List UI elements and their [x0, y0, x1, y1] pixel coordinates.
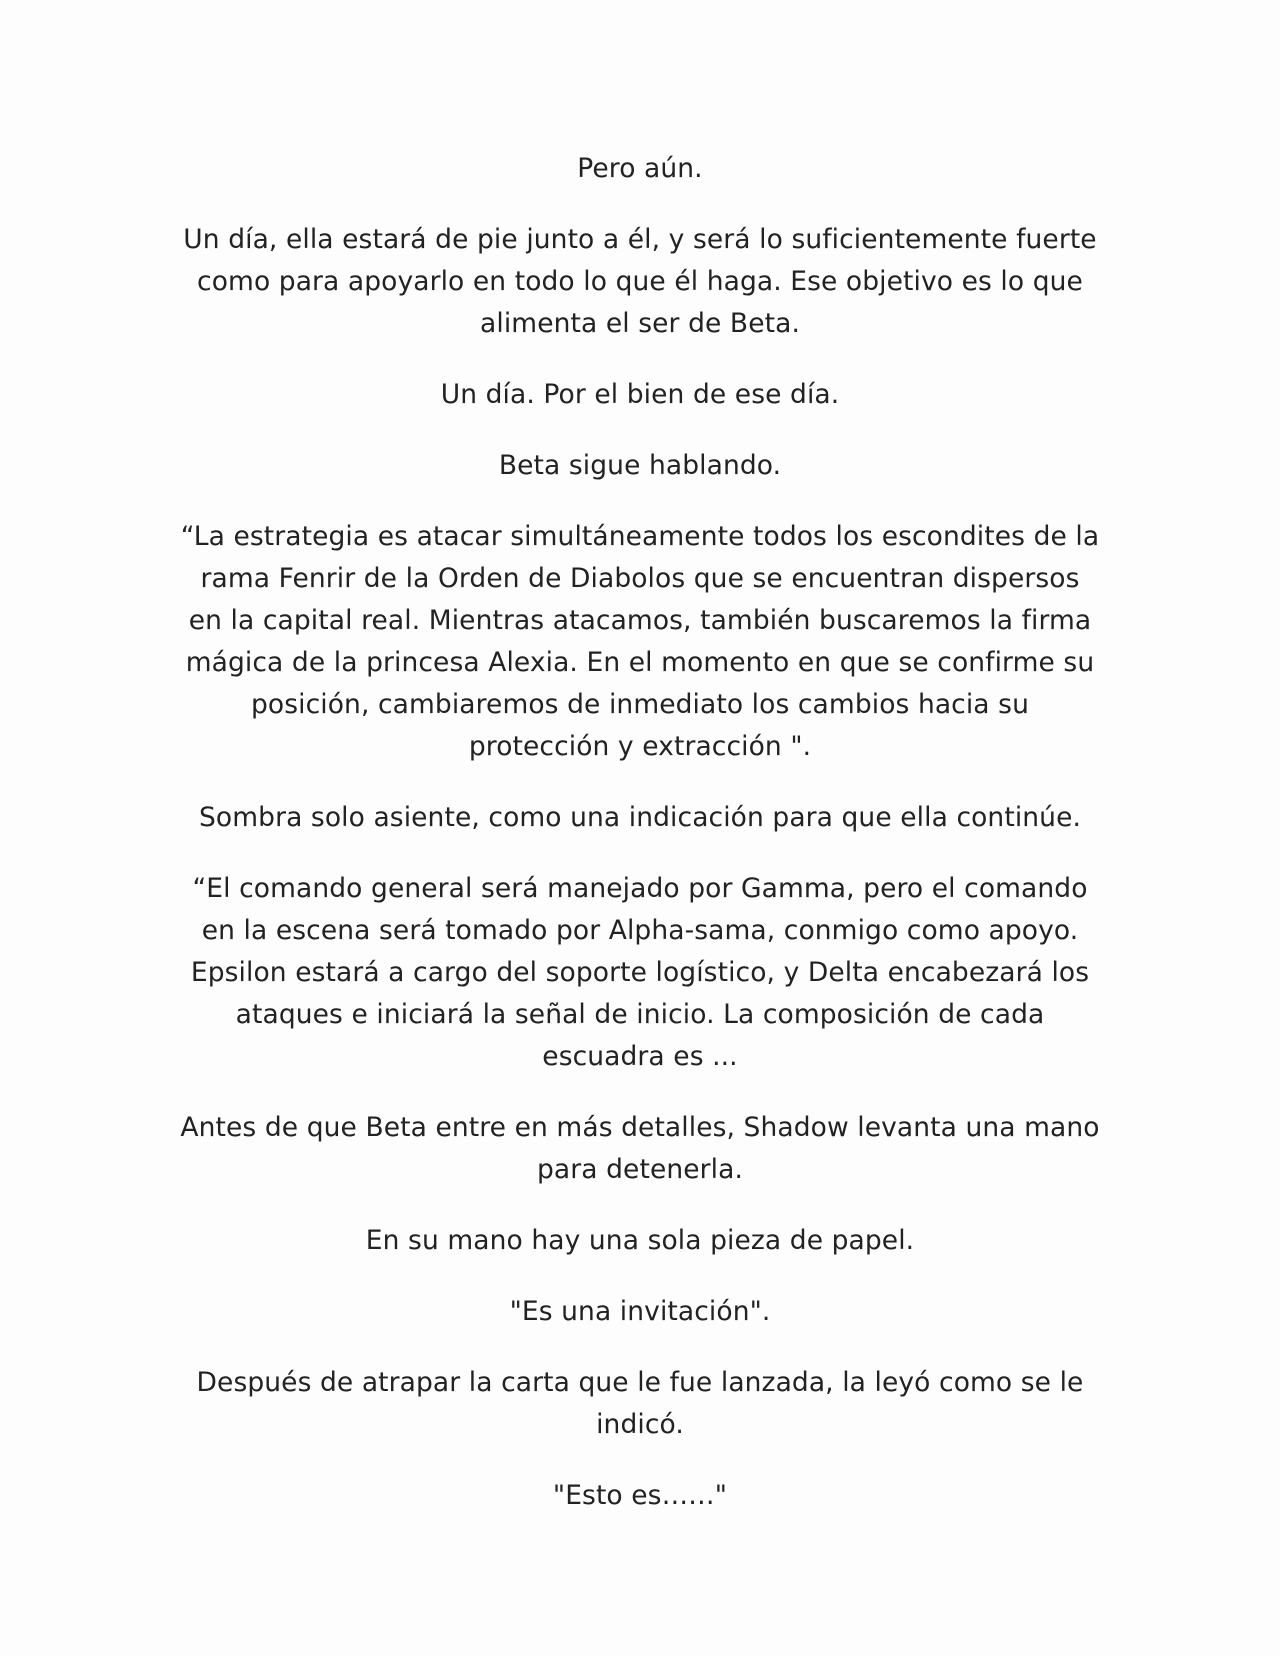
paragraph: Antes de que Beta entre en más detalles, Shadow levanta una mano para detenerla.: [180, 1112, 1100, 1185]
paragraph: Un día. Por el bien de ese día.: [440, 379, 840, 410]
paragraph: "Es una invitación".: [509, 1296, 771, 1327]
paragraph: Pero aún.: [577, 153, 703, 184]
paragraph: En su mano hay una sola pieza de papel.: [365, 1225, 915, 1256]
paragraph: Después de atrapar la carta que le fue lanzada, la leyó como se le indicó.: [196, 1367, 1084, 1440]
paragraph: Un día, ella estará de pie junto a él, y será lo suficientemente fuerte como para apoyarlo en todo lo que él haga. Ese objetivo es lo que alimenta el ser de Beta.: [183, 224, 1097, 339]
paragraph: Beta sigue hablando.: [498, 450, 782, 481]
paragraph: "Esto es……": [552, 1480, 728, 1511]
paragraph: “El comando general será manejado por Gamma, pero el comando en la escena será tomado por Alpha-sama, conmigo como apoyo. Epsilon estará a cargo del soporte logístico, y Delta encabezará los ataques e iniciará la señal de inicio. La composición de cada escuadra es ...: [190, 873, 1090, 1072]
document-body: [180, 148, 1100, 1546]
paragraph: Sombra solo asiente, como una indicación para que ella continúe.: [199, 802, 1081, 833]
paragraph: “La estrategia es atacar simultáneamente todos los escondites de la rama Fenrir de la Orden de Diabolos que se encuentran dispersos en la capital real. Mientras atacamos, también buscaremos la firma mágica de la princesa Alexia. En el momento en que se confirme su posición, cambiaremos de inmediato los cambios hacia su protección y extracción ".: [180, 521, 1100, 762]
